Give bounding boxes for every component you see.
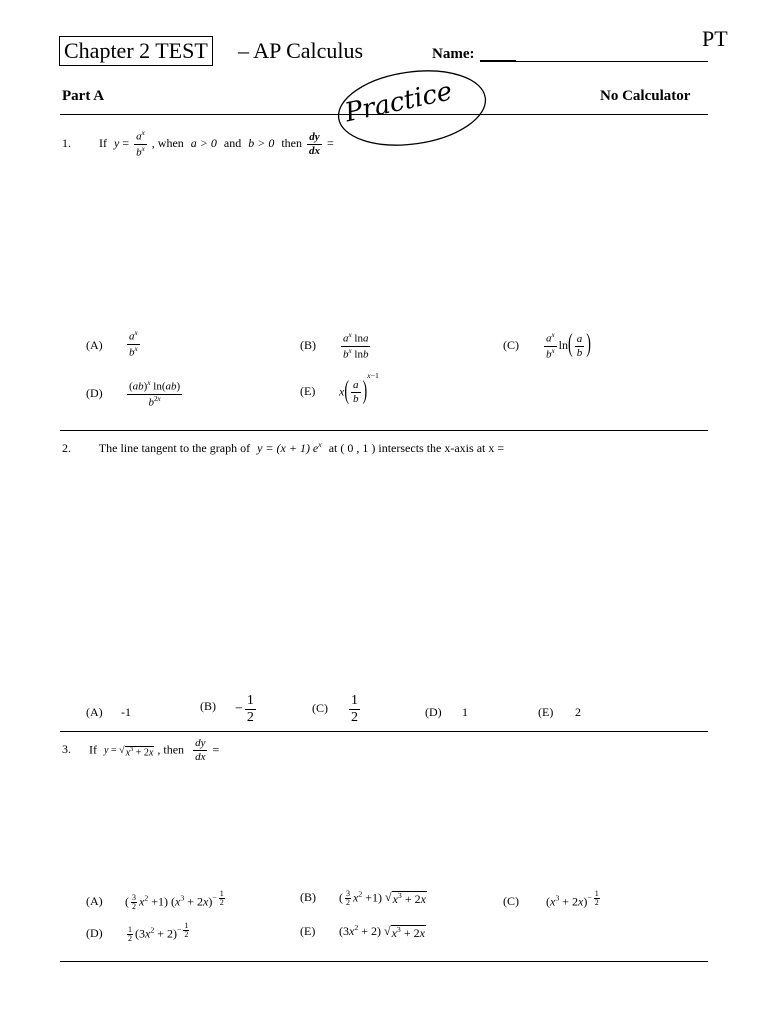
divider-q3 <box>60 961 708 962</box>
question-1: 1. If y = $\frac{a^x}{b^x}$ , when a > 0 and b > 0 then $\frac{dy}{dx}$ = <box>62 129 334 159</box>
divider-header <box>60 114 708 115</box>
q2-choice-d[interactable]: (D) 1 <box>425 705 468 719</box>
question-3: 3. If y = √ $x^3 + 2x$ , then $\frac{dy}{dx}$ = <box>62 737 220 763</box>
name-field-line-thick <box>480 60 516 62</box>
q1-choice-c[interactable]: (C) $\frac{a^x}{b^x}$ ln( $\frac{a}{b}$ ) <box>503 330 591 361</box>
corner-mark: PT <box>702 26 728 51</box>
q1-choice-b[interactable]: (B) $\frac{a^x \ln a}{b^x \ln b}$ <box>300 331 369 361</box>
test-title: Chapter 2 TEST <box>64 38 208 63</box>
course-title: – AP Calculus <box>238 38 364 63</box>
q3-choice-a[interactable]: (A) ( $\frac{3}{2}$ $x^2 +1$) $(x^3 + 2x)^{- \frac{1}{2}}$ <box>86 889 224 912</box>
q2-choice-c[interactable]: (C) $\frac{1}{2}$ <box>312 693 358 725</box>
handwritten-annotation <box>330 70 500 152</box>
q1-choice-a[interactable]: (A) $\frac{a^x}{b^x}$ <box>86 329 138 359</box>
question-number: 1. <box>62 135 71 150</box>
q3-choice-b[interactable]: (B) ( $\frac{3}{2}$ $x^2 +1$) √ $x^3 + 2x$ <box>300 889 426 907</box>
question-number: 3. <box>62 742 71 757</box>
question-number: 2. <box>62 441 71 455</box>
q2-choice-e[interactable]: (E) 2 <box>538 705 581 719</box>
q2-choice-b[interactable]: (B) − $\frac{1}{2}$ <box>200 693 254 725</box>
name-label: Name: <box>432 46 475 62</box>
question-2: 2. The line tangent to the graph of y = (x + 1) $e^x$ at ( 0 , 1 ) intersects the x-axis at x = <box>62 440 505 455</box>
q1-choice-e[interactable]: (E) x( $\frac{a}{b}$ )$^{x-1}$ <box>300 371 379 406</box>
calculator-note: No Calculator <box>600 88 691 104</box>
part-label: Part A <box>62 88 105 104</box>
divider-q2 <box>60 731 708 732</box>
test-title-box <box>59 36 213 66</box>
q3-choice-c[interactable]: (C) $(x^3 + 2x)^{- \frac{1}{2}}$ <box>503 889 599 909</box>
divider-q1 <box>60 430 708 431</box>
handwritten-text: Practice <box>342 76 455 129</box>
q2-choice-a[interactable]: (A) -1 <box>86 705 131 719</box>
q1-choice-d[interactable]: (D) $\frac{(ab)^x \ln(ab)}{b^{2x}}$ <box>86 379 181 409</box>
q3-choice-e[interactable]: (E) $(3x^2 + 2)$ √ $x^3 + 2x$ <box>300 923 425 940</box>
q3-choice-d[interactable]: (D) $\frac{1}{2}$ $(3x^2 + 2)^{- \frac{1}{2}}$ <box>86 921 189 944</box>
